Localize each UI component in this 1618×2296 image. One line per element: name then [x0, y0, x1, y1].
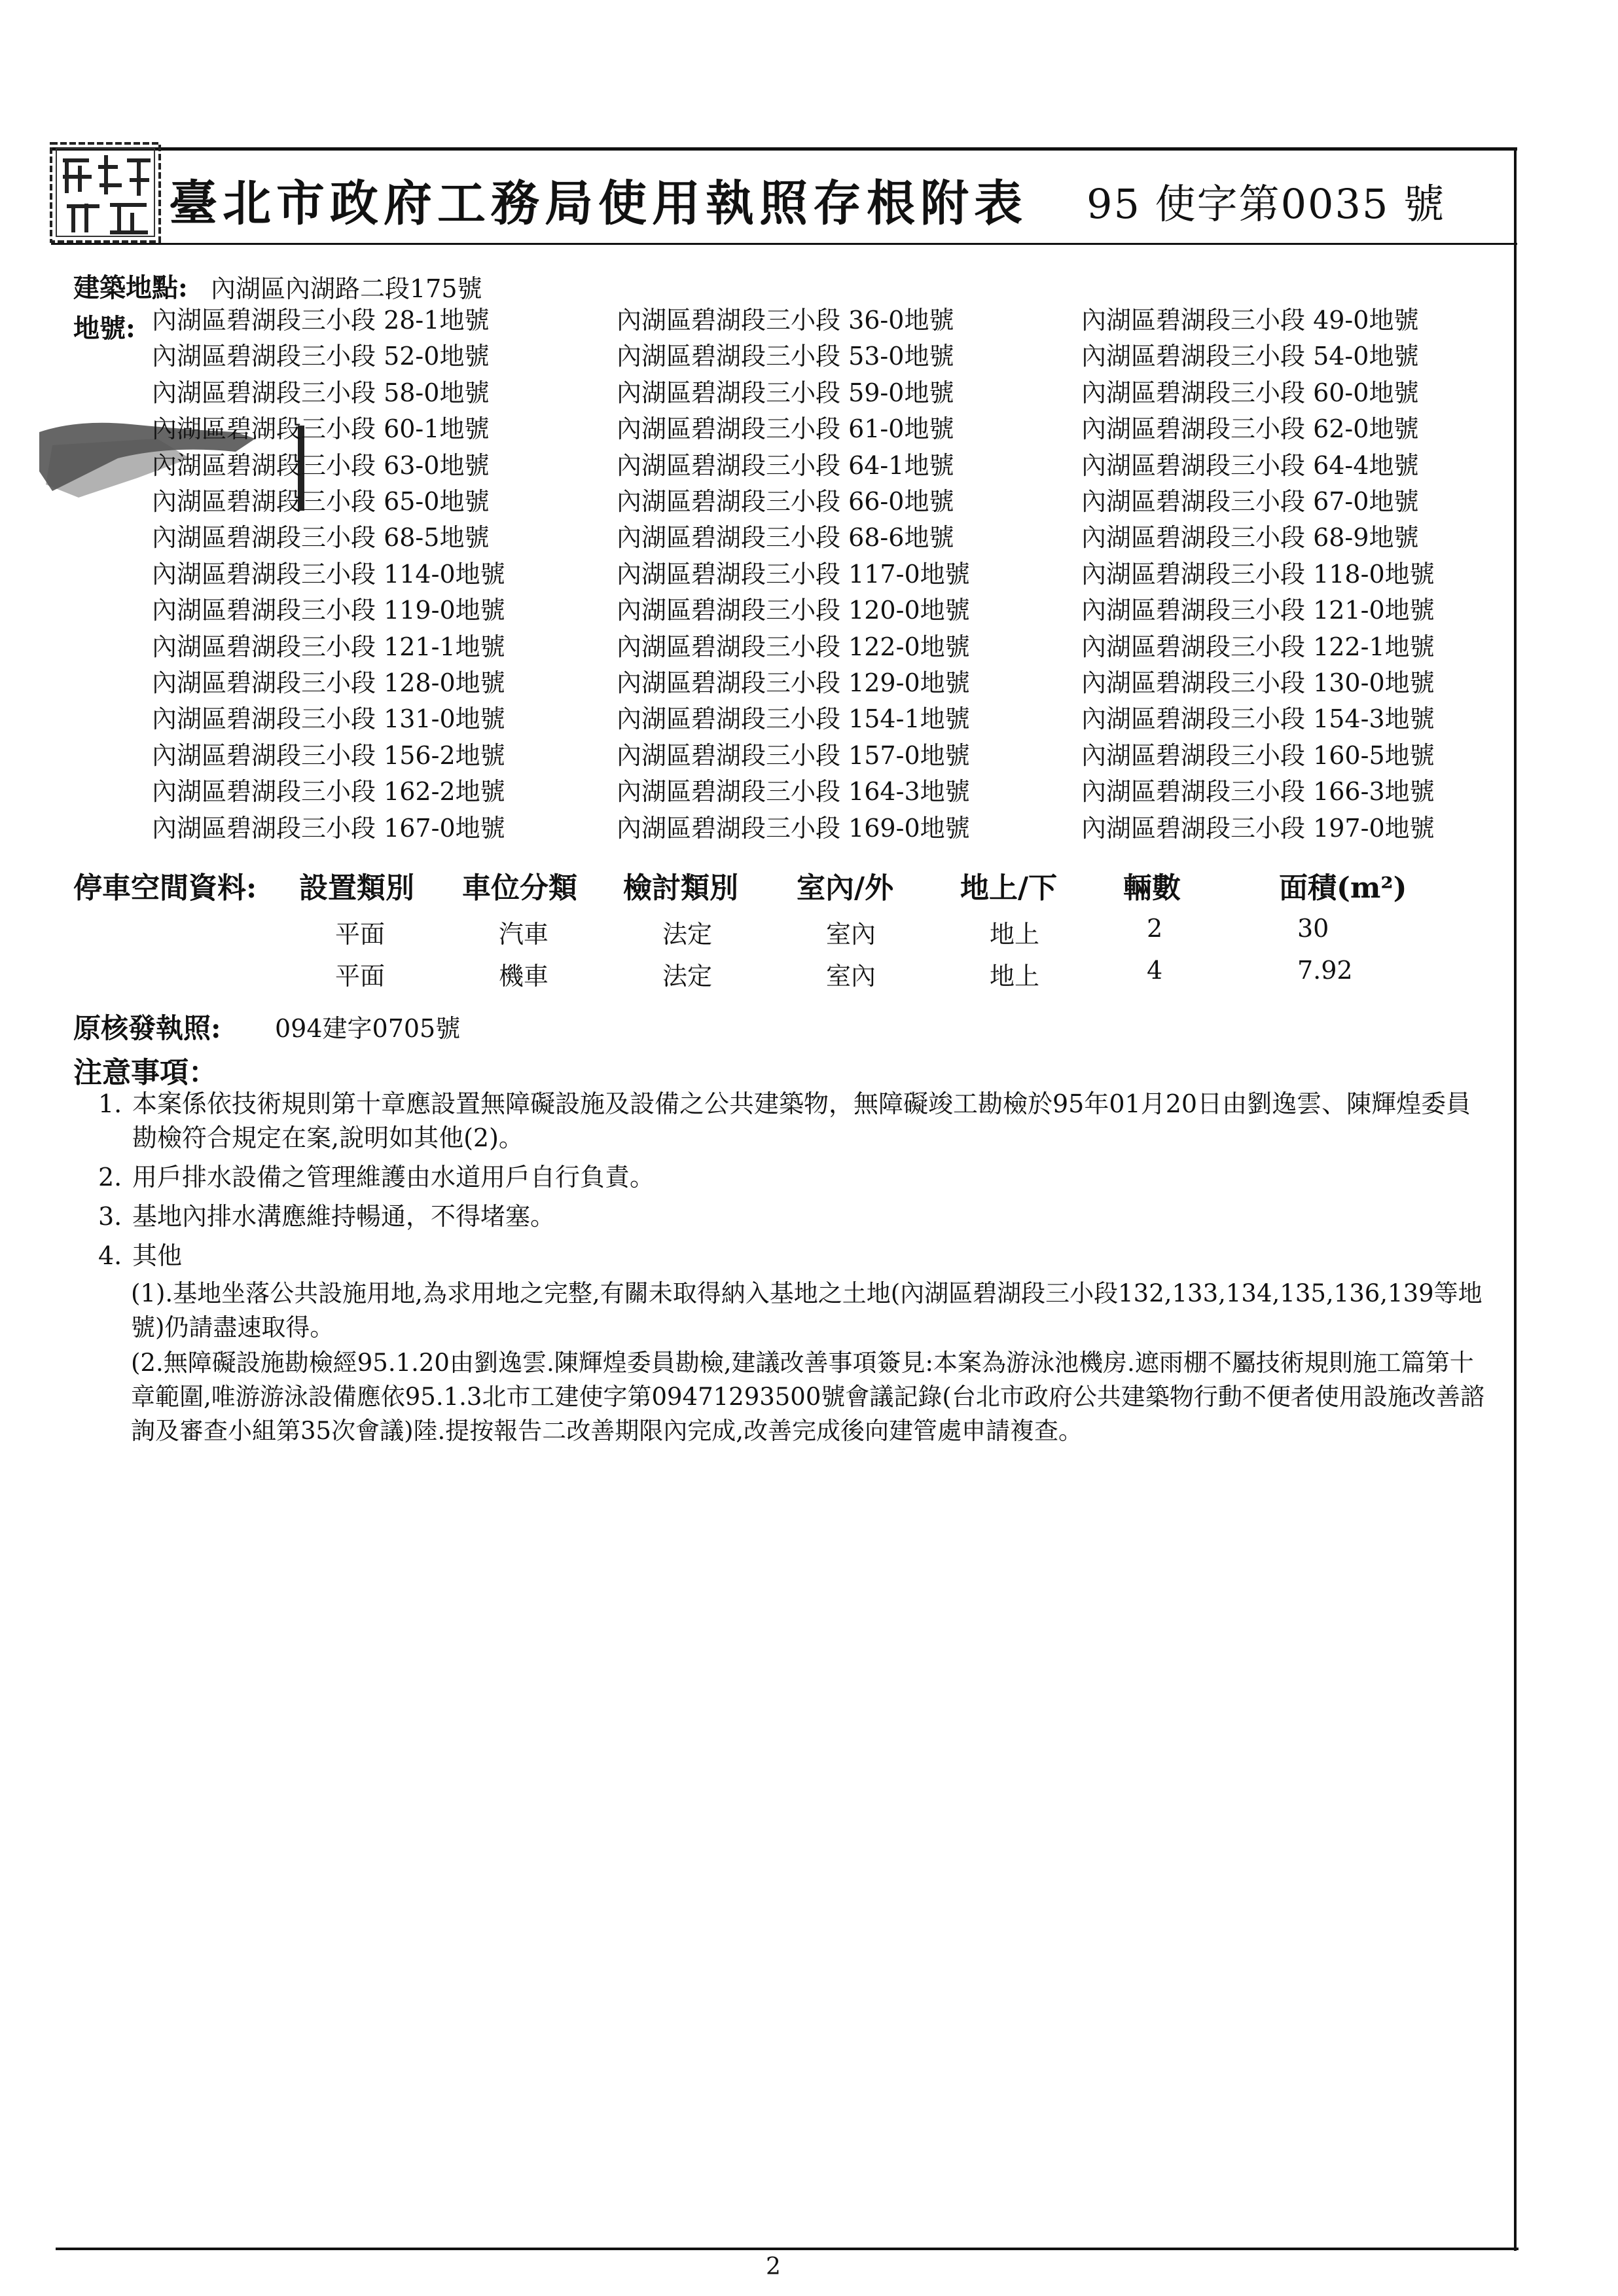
lot-item: 內湖區碧湖段三小段 154-3地號 — [1081, 704, 1435, 734]
frame-top-rule — [51, 147, 1517, 151]
lot-item: 內湖區碧湖段三小段 154-1地號 — [617, 704, 970, 734]
lot-item: 內湖區碧湖段三小段 114-0地號 — [152, 559, 505, 589]
notes-title: 注意事項： — [73, 1056, 217, 1089]
lot-item: 內湖區碧湖段三小段 68-6地號 — [617, 523, 954, 553]
lot-item: 內湖區碧湖段三小段 64-1地號 — [617, 450, 954, 480]
lot-item: 內湖區碧湖段三小段 129-0地號 — [617, 668, 970, 697]
lot-item: 內湖區碧湖段三小段 59-0地號 — [617, 378, 954, 407]
parking-header-cell: 檢討類別 — [623, 871, 738, 905]
parking-header-cell: 面積(m²) — [1279, 871, 1407, 905]
lot-item: 內湖區碧湖段三小段 120-0地號 — [617, 596, 970, 625]
lot-item: 內湖區碧湖段三小段 61-0地號 — [617, 414, 954, 444]
lot-item: 內湖區碧湖段三小段 130-0地號 — [1081, 668, 1435, 697]
lot-item: 內湖區碧湖段三小段 28-1地號 — [152, 306, 490, 335]
lot-item: 內湖區碧湖段三小段 58-0地號 — [152, 378, 490, 407]
lot-item: 內湖區碧湖段三小段 156-2地號 — [152, 740, 505, 770]
lot-item: 內湖區碧湖段三小段 167-0地號 — [152, 813, 505, 843]
lot-item: 內湖區碧湖段三小段 60-0地號 — [1081, 378, 1419, 407]
note-text: 本案係依技術規則第十章應設置無障礙設施及設備之公共建築物，無障礙竣工勘檢於95年01月20日由劉逸雲、陳輝煌委員勘檢符合規定在案,說明如其他(2)。 — [132, 1089, 1471, 1152]
lot-item: 內湖區碧湖段三小段 66-0地號 — [617, 487, 954, 516]
lot-item: 內湖區碧湖段三小段 122-0地號 — [617, 632, 970, 661]
parking-cell: 機車 — [499, 962, 549, 991]
note-sub-item: (2.無障礙設施勘檢經95.1.20由劉逸雲.陳輝煌委員勘檢,建議改善事項簽見:本案為游泳池機房.遮雨棚不屬技術規則施工篇第十章範圍,唯游游泳設備應依95.1.3北市工建使字第09471293500號會議記錄(台北市政府公共建築物行動不便者使用設施改善諮詢及審查小組第35次會議)陸.提按報告二改善期限內完成,改善完成後向建管處申請複查。 — [131, 1349, 1484, 1445]
frame-header-rule — [51, 243, 1517, 245]
lot-item: 內湖區碧湖段三小段 52-0地號 — [152, 342, 490, 371]
parking-header-cell: 地上/下 — [960, 871, 1058, 905]
parking-cell: 2 — [1147, 914, 1163, 943]
parking-header-cell: 室內/外 — [797, 871, 894, 905]
note-number: 3. — [98, 1202, 122, 1231]
lot-item: 內湖區碧湖段三小段 128-0地號 — [152, 668, 505, 697]
lot-item: 內湖區碧湖段三小段 164-3地號 — [617, 777, 970, 807]
page-title: 臺北市政府工務局使用執照存根附表 — [169, 175, 1028, 232]
note-number: 1. — [98, 1089, 122, 1118]
lot-item: 內湖區碧湖段三小段 68-9地號 — [1081, 523, 1419, 553]
lot-item: 內湖區碧湖段三小段 121-1地號 — [152, 632, 505, 661]
lot-item: 內湖區碧湖段三小段 197-0地號 — [1081, 813, 1435, 843]
original-permit-value: 094建字0705號 — [275, 1014, 461, 1043]
lots-label: 地號: — [73, 313, 135, 344]
frame-right-rule — [1514, 147, 1517, 2251]
lot-item: 內湖區碧湖段三小段 160-5地號 — [1081, 740, 1435, 770]
lot-item: 內湖區碧湖段三小段 36-0地號 — [617, 306, 954, 335]
note-text: 基地內排水溝應維持暢通，不得堵塞。 — [132, 1202, 556, 1231]
lot-item: 內湖區碧湖段三小段 162-2地號 — [152, 777, 505, 807]
lot-item: 內湖區碧湖段三小段 63-0地號 — [152, 450, 490, 480]
lot-item: 內湖區碧湖段三小段 131-0地號 — [152, 704, 505, 734]
lot-item: 內湖區碧湖段三小段 118-0地號 — [1081, 559, 1435, 589]
parking-cell: 30 — [1297, 914, 1329, 943]
lot-item: 內湖區碧湖段三小段 122-1地號 — [1081, 632, 1435, 661]
lot-item: 內湖區碧湖段三小段 60-1地號 — [152, 414, 490, 444]
lot-item: 內湖區碧湖段三小段 67-0地號 — [1081, 487, 1419, 516]
frame-bottom-rule — [56, 2248, 1519, 2250]
lot-item: 內湖區碧湖段三小段 64-4地號 — [1081, 450, 1419, 480]
parking-label: 停車空間資料: — [73, 871, 257, 905]
site-value: 內湖區內湖路二段175號 — [211, 274, 482, 303]
seal-stamp-icon — [47, 134, 164, 246]
note-sub-item: (1).基地坐落公共設施用地,為求用地之完整,有關未取得納入基地之土地(內湖區碧湖段三小段132,133,134,135,136,139等地號)仍請盡速取得。 — [131, 1279, 1483, 1341]
site-label: 建築地點: — [73, 272, 188, 303]
lot-item: 內湖區碧湖段三小段 68-5地號 — [152, 523, 490, 553]
parking-cell: 室內 — [826, 962, 876, 991]
lot-item: 內湖區碧湖段三小段 65-0地號 — [152, 487, 490, 516]
lot-item: 內湖區碧湖段三小段 117-0地號 — [617, 559, 970, 589]
original-permit-label: 原核發執照: — [73, 1012, 221, 1044]
parking-cell: 平面 — [335, 962, 386, 991]
parking-header-cell: 設置類別 — [299, 871, 414, 905]
parking-cell: 地上 — [990, 920, 1040, 949]
lot-item: 內湖區碧湖段三小段 119-0地號 — [152, 596, 505, 625]
lot-item: 內湖區碧湖段三小段 169-0地號 — [617, 813, 970, 843]
parking-cell: 平面 — [335, 920, 386, 949]
note-number: 2. — [98, 1163, 122, 1192]
permit-number: 95 使字第0035 號 — [1087, 180, 1446, 228]
lot-item: 內湖區碧湖段三小段 166-3地號 — [1081, 777, 1435, 807]
parking-cell: 地上 — [990, 962, 1040, 991]
parking-cell: 室內 — [826, 920, 876, 949]
parking-cell: 法定 — [662, 920, 713, 949]
parking-header-cell: 輛數 — [1123, 871, 1181, 905]
lot-item: 內湖區碧湖段三小段 157-0地號 — [617, 740, 970, 770]
lot-item: 內湖區碧湖段三小段 121-0地號 — [1081, 596, 1435, 625]
lot-item: 內湖區碧湖段三小段 54-0地號 — [1081, 342, 1419, 371]
note-text: 用戶排水設備之管理維護由水道用戶自行負責。 — [132, 1163, 655, 1192]
parking-cell: 4 — [1147, 956, 1163, 985]
parking-cell: 法定 — [662, 962, 713, 991]
note-number: 4. — [98, 1241, 122, 1270]
parking-cell: 7.92 — [1297, 956, 1353, 985]
lot-item: 內湖區碧湖段三小段 62-0地號 — [1081, 414, 1419, 444]
page-number: 2 — [766, 2253, 781, 2280]
parking-cell: 汽車 — [499, 920, 549, 949]
note-text: 其他 — [132, 1241, 183, 1270]
lot-item: 內湖區碧湖段三小段 53-0地號 — [617, 342, 954, 371]
parking-header-cell: 車位分類 — [462, 871, 577, 905]
lot-item: 內湖區碧湖段三小段 49-0地號 — [1081, 306, 1419, 335]
